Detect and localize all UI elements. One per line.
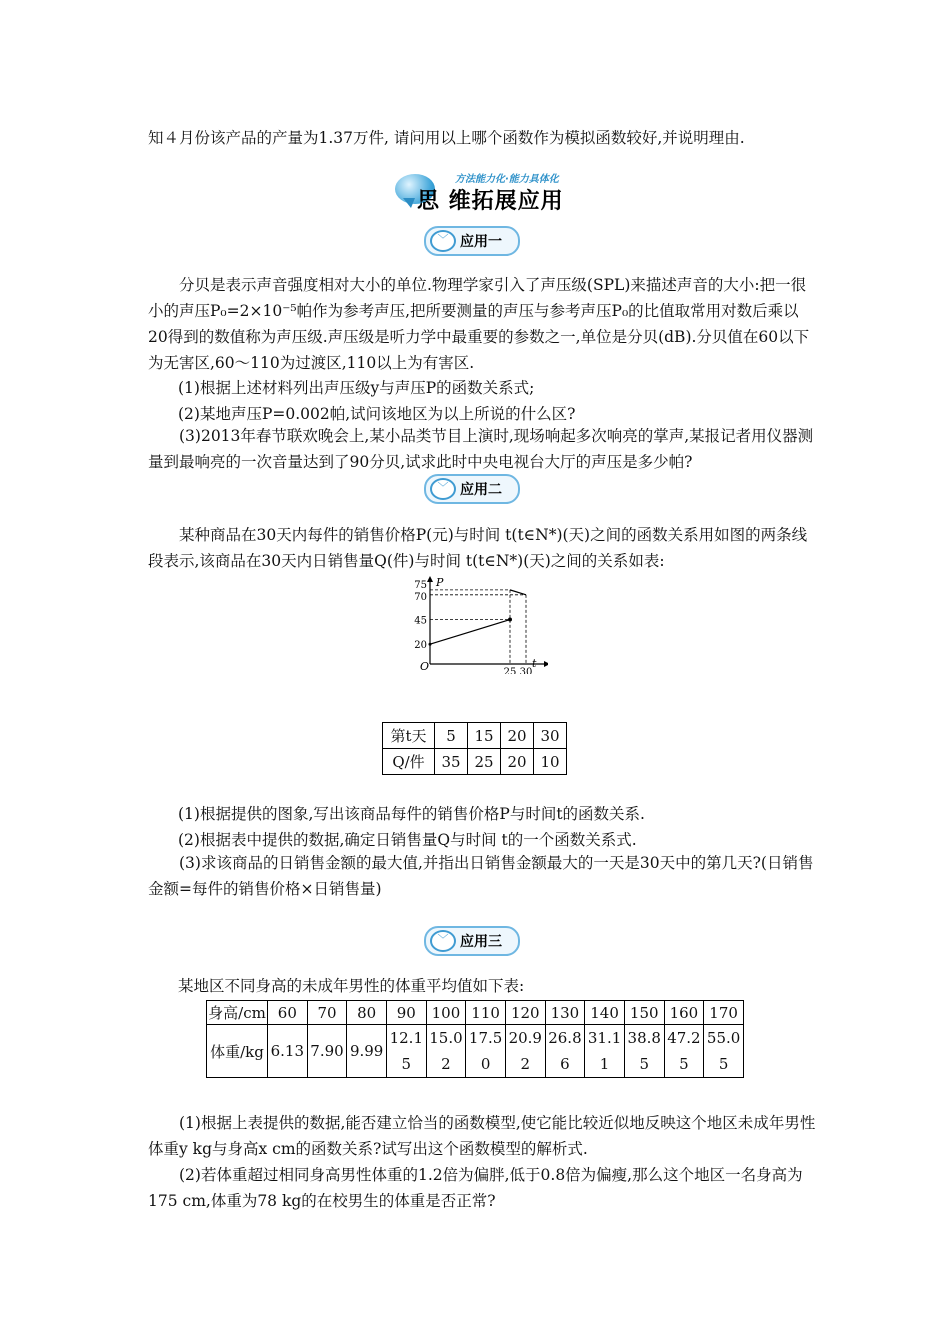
table-cell: 17.50 bbox=[466, 1025, 506, 1078]
table-cell: 130 bbox=[545, 1001, 585, 1025]
table-cell: 12.15 bbox=[386, 1025, 426, 1078]
y-tick-label: 45 bbox=[414, 615, 427, 627]
table-header-cell: 第t天 bbox=[383, 723, 435, 749]
sales-table bbox=[382, 722, 567, 775]
app2-q2: (2)根据表中提供的数据,确定日销售量Q与时间 t的一个函数关系式. bbox=[178, 831, 637, 849]
table-cell: 47.25 bbox=[664, 1025, 704, 1078]
price-time-graph bbox=[408, 574, 548, 674]
table-cell: 9.99 bbox=[347, 1025, 387, 1078]
y-tick-label: 20 bbox=[414, 640, 427, 652]
y-tick-label: 70 bbox=[414, 591, 427, 603]
chevron-down-icon: ﹀ bbox=[430, 930, 456, 952]
table-cell: 170 bbox=[704, 1001, 744, 1025]
y-axis-label: P bbox=[436, 576, 444, 589]
table-cell: 26.86 bbox=[545, 1025, 585, 1078]
table-header-cell: 身高/cm bbox=[207, 1001, 268, 1025]
series-line-segment2 bbox=[510, 590, 526, 595]
table-header-cell: 体重/kg bbox=[207, 1025, 268, 1078]
table-row bbox=[383, 723, 567, 749]
series-line-segment1 bbox=[430, 620, 510, 645]
speech-bubble-tail bbox=[403, 198, 415, 208]
table-cell: 15 bbox=[468, 723, 501, 749]
app1-label: 应用一 bbox=[460, 234, 502, 250]
intro-line: 知４月份该产品的产量为1.37万件, 请问用以上哪个函数作为模拟函数较好,并说明理由. bbox=[148, 129, 745, 147]
app1-q2: (2)某地声压P=0.002帕,试问该地区为以上所说的什么区? bbox=[178, 405, 576, 423]
x-tick-label: 30 bbox=[519, 667, 533, 674]
table-row bbox=[207, 1025, 744, 1078]
app2-paragraph: 某种商品在30天内每件的销售价格P(元)与时间 t(t∈N*)(天)之间的函数关系用如图的两条线段表示,该商品在30天内日销售量Q(件)与时间 t(t∈N*)(天)之间的关系如表: bbox=[148, 526, 808, 570]
y-tick-label: 75 bbox=[414, 579, 427, 591]
table-header-cell: Q/件 bbox=[383, 749, 435, 775]
app1-paragraph: 分贝是表示声音强度相对大小的单位.物理学家引入了声压级(SPL)来描述声音的大小:把一很小的声压P₀=2×10⁻⁵帕作为参考声压,把所要测量的声压与参考声压P₀的比值取常用对数后乘以20得到的数值称为声压级.声压级是听力学中最重要的参数之一,单位是分贝(dB).分贝值在60以下为无害区,60～110为过渡区,110以上为有害区. bbox=[148, 276, 810, 372]
table-cell: 5 bbox=[435, 723, 468, 749]
table-cell: 35 bbox=[435, 749, 468, 775]
app1-q1: (1)根据上述材料列出声压级y与声压P的函数关系式; bbox=[178, 379, 535, 397]
graph-marks bbox=[414, 580, 532, 674]
table-cell: 7.90 bbox=[307, 1025, 347, 1078]
chevron-down-icon: ﹀ bbox=[430, 230, 456, 252]
origin-label: O bbox=[420, 660, 430, 673]
x-tick-label: 25 bbox=[503, 667, 517, 674]
table-row bbox=[207, 1001, 744, 1025]
app3-intro: 某地区不同身高的未成年男性的体重平均值如下表: bbox=[178, 977, 525, 995]
table-cell: 15.02 bbox=[426, 1025, 466, 1078]
app2-q1: (1)根据提供的图象,写出该商品每件的销售价格P与时间t的函数关系. bbox=[178, 805, 645, 823]
x-axis-label: t bbox=[532, 657, 537, 670]
table-cell: 140 bbox=[585, 1001, 625, 1025]
table-cell: 30 bbox=[534, 723, 567, 749]
table-cell: 25 bbox=[468, 749, 501, 775]
table-cell: 31.11 bbox=[585, 1025, 625, 1078]
table-cell: 120 bbox=[505, 1001, 545, 1025]
app2-q3: (3)求该商品的日销售金额的最大值,并指出日销售金额最大的一天是30天中的第几天?(日销售金额=每件的销售价格×日销售量) bbox=[148, 854, 814, 898]
table-cell: 110 bbox=[466, 1001, 506, 1025]
table-cell: 6.13 bbox=[268, 1025, 308, 1078]
table-cell: 38.85 bbox=[624, 1025, 664, 1078]
table-cell: 70 bbox=[307, 1001, 347, 1025]
section-banner bbox=[395, 170, 565, 218]
height-weight-table bbox=[206, 1000, 744, 1078]
table-cell: 150 bbox=[624, 1001, 664, 1025]
table-row bbox=[383, 749, 567, 775]
table-cell: 80 bbox=[347, 1001, 387, 1025]
app3-q1: (1)根据上表提供的数据,能否建立恰当的函数模型,使它能比较近似地反映这个地区未成年男性体重y kg与身高x cm的函数关系?试写出这个函数模型的解析式. bbox=[148, 1114, 816, 1158]
table-cell: 20 bbox=[501, 723, 534, 749]
app3-label-pill bbox=[424, 926, 520, 956]
table-cell: 10 bbox=[534, 749, 567, 775]
table-cell: 20.92 bbox=[505, 1025, 545, 1078]
app3-label: 应用三 bbox=[460, 934, 502, 950]
app1-label-pill bbox=[424, 226, 520, 256]
app2-label-pill bbox=[424, 474, 520, 504]
table-cell: 160 bbox=[664, 1001, 704, 1025]
banner-title: 思 维拓展应用 bbox=[417, 189, 564, 214]
app1-q3: (3)2013年春节联欢晚会上,某小品类节目上演时,现场响起多次响亮的掌声,某报记者用仪器测量到最响亮的一次音量达到了90分贝,试求此时中央电视台大厅的声压是多少帕? bbox=[148, 427, 814, 471]
banner-subtitle: 方法能力化·能力具体化 bbox=[455, 174, 559, 185]
table-cell: 90 bbox=[386, 1001, 426, 1025]
data-point bbox=[508, 618, 512, 622]
data-point bbox=[429, 643, 432, 646]
table-cell: 55.05 bbox=[704, 1025, 744, 1078]
app2-label: 应用二 bbox=[460, 482, 502, 498]
table-cell: 60 bbox=[268, 1001, 308, 1025]
app3-q2: (2)若体重超过相同身高男性体重的1.2倍为偏胖,低于0.8倍为偏瘦,那么这个地区一名身高为175 cm,体重为78 kg的在校男生的体重是否正常? bbox=[148, 1166, 803, 1210]
table-cell: 100 bbox=[426, 1001, 466, 1025]
chevron-down-icon: ﹀ bbox=[430, 478, 456, 500]
table-cell: 20 bbox=[501, 749, 534, 775]
